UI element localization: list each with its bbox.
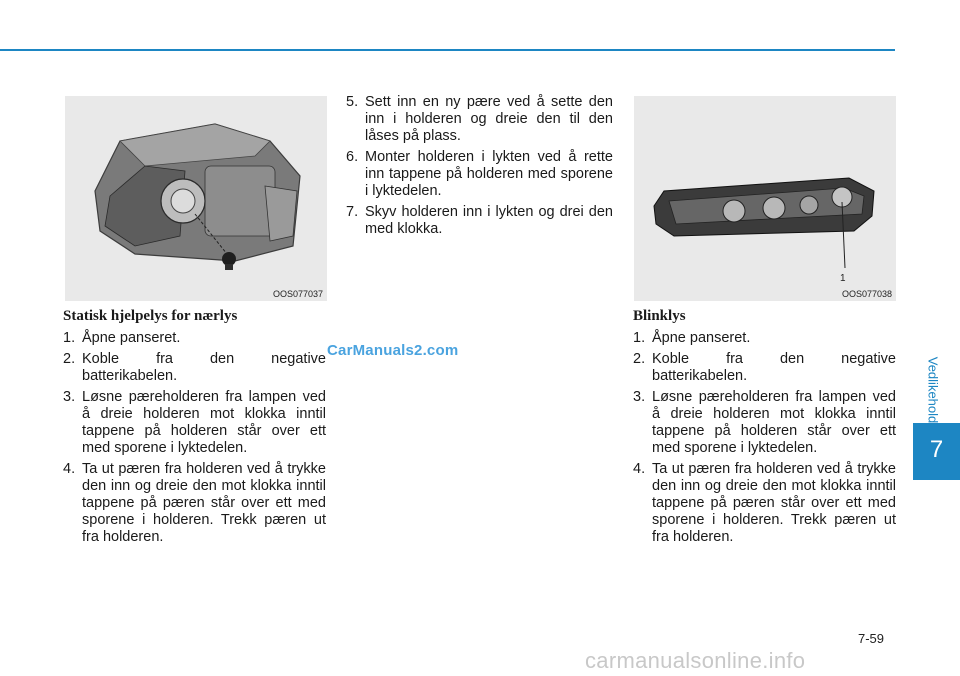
step-number: 3.: [633, 389, 646, 405]
figure-code: OOS077038: [841, 289, 892, 299]
figure-headlamp: [65, 96, 327, 301]
step-item: [633, 461, 896, 546]
footer-watermark: carmanualsonline.info: [585, 648, 806, 673]
step-text: Løsne pæreholderen fra lampen ved å dreie holderen mot klokka inntil tappene på holderen står over ett med sporene i lyktedelen.: [652, 389, 896, 456]
step-text: Ta ut pæren fra holderen ved å trykke den inn og dreie den mot klokka inntil tappene på pæren står over ett med sporene i holderen. Trekk pæren ut fra holderen.: [82, 461, 326, 545]
step-list: [346, 94, 613, 238]
step-number: 1.: [633, 330, 646, 346]
step-item: [633, 330, 896, 347]
watermark-link[interactable]: CarManuals2.com: [327, 342, 459, 359]
step-number: 3.: [63, 389, 76, 405]
step-item: [63, 461, 326, 546]
step-text: Åpne panseret.: [652, 330, 751, 346]
headlamp-illustration: [65, 96, 327, 301]
step-list: [63, 330, 326, 546]
section-heading: Statisk hjelpelys for nærlys: [63, 308, 238, 324]
callout-number: 1: [840, 273, 846, 284]
step-number: 5.: [346, 94, 359, 110]
step-number: 6.: [346, 149, 359, 165]
step-text: Åpne panseret.: [82, 330, 181, 346]
chapter-number: 7: [929, 436, 944, 463]
turn-signal-illustration: [634, 96, 896, 301]
section-heading: Blinklys: [633, 308, 686, 324]
chapter-side-label: Vedlikehold: [925, 356, 941, 424]
page-number: 7-59: [858, 631, 885, 646]
step-text: Ta ut pæren fra holderen ved å trykke den inn og dreie den mot klokka inntil tappene på pæren står over ett med sporene i holderen. Trekk pæren ut fra holderen.: [652, 461, 896, 545]
step-text: Løsne pæreholderen fra lampen ved å dreie holderen mot klokka inntil tappene på holderen står over ett med sporene i lyktedelen.: [82, 389, 326, 456]
step-number: 1.: [63, 330, 76, 346]
step-item: [346, 149, 613, 200]
figure-turn-signal: [634, 96, 896, 301]
step-number: 4.: [633, 461, 646, 477]
step-text: Monter holderen i lykten ved å rette inn tappene på holderen med sporene i lyktedelen.: [365, 149, 613, 199]
step-list: [633, 330, 896, 546]
chapter-tab: [913, 423, 960, 480]
step-item: [633, 389, 896, 457]
figure-code: OOS077037: [272, 289, 323, 299]
step-item: [63, 351, 326, 385]
step-item: [63, 330, 326, 347]
step-item: [633, 351, 896, 385]
step-number: 2.: [633, 351, 646, 367]
step-number: 4.: [63, 461, 76, 477]
step-item: [63, 389, 326, 457]
step-text: Koble fra den negative batterikabelen.: [82, 351, 326, 384]
left-section: [63, 307, 326, 550]
step-item: [346, 204, 613, 238]
step-number: 2.: [63, 351, 76, 367]
step-text: Koble fra den negative batterikabelen.: [652, 351, 896, 384]
top-rule: [0, 49, 895, 51]
step-text: Skyv holderen inn i lykten og drei den med klokka.: [365, 204, 613, 237]
right-section: [633, 307, 896, 550]
step-number: 7.: [346, 204, 359, 220]
step-item: [346, 94, 613, 145]
step-text: Sett inn en ny pære ved å sette den inn i holderen og dreie den til den låses på plass.: [365, 94, 613, 144]
middle-section: [346, 94, 613, 242]
